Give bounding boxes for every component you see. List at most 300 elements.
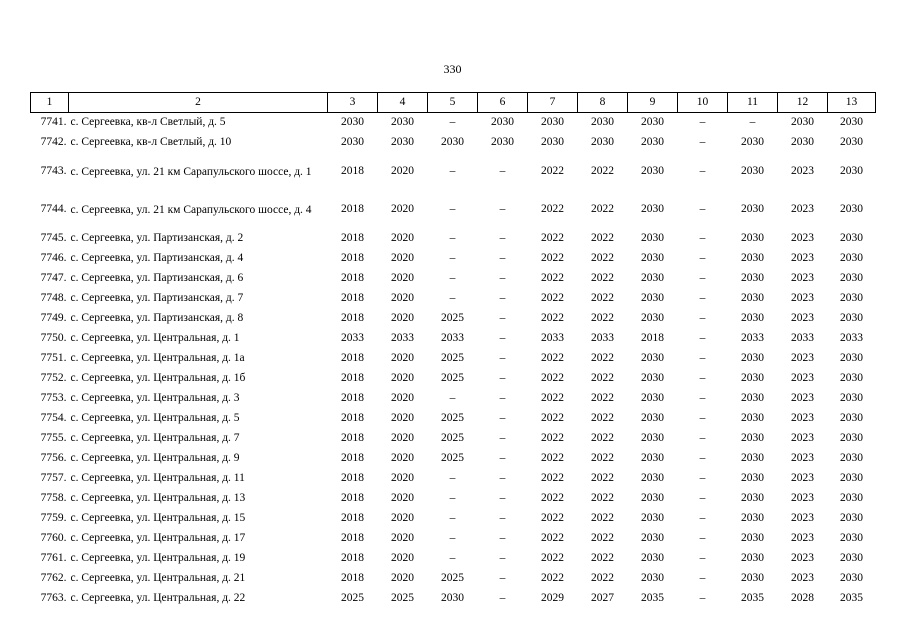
address-cell: с. Сергеевка, ул. Центральная, д. 22 (70, 592, 246, 605)
year-cell-col-7: 2022 (541, 372, 564, 385)
year-cell-col-13: 2030 (840, 372, 863, 385)
year-cell-col-6: – (499, 572, 506, 585)
year-cell-col-6: – (499, 252, 506, 265)
year-cell-col-4: 2030 (391, 136, 414, 149)
registry-table (30, 92, 876, 609)
year-cell-col-11: 2030 (741, 352, 764, 365)
year-cell-col-5: – (449, 232, 456, 245)
year-cell-col-7: 2029 (541, 592, 564, 605)
row-number: 7743. (40, 165, 67, 178)
year-cell-col-3: 2018 (341, 452, 364, 465)
year-cell-col-13: 2030 (840, 412, 863, 425)
year-cell-col-12: 2023 (791, 492, 814, 505)
row-number: 7760. (40, 532, 67, 545)
column-header-7: 7 (528, 93, 578, 113)
year-cell-col-11: 2033 (741, 332, 764, 345)
year-cell-col-5: – (449, 512, 456, 525)
year-cell-col-7: 2022 (541, 312, 564, 325)
year-cell-col-7: 2022 (541, 552, 564, 565)
address-cell: с. Сергеевка, ул. Центральная, д. 17 (70, 532, 246, 545)
table-row (31, 469, 876, 489)
year-cell-col-10: – (699, 165, 706, 178)
table-row (31, 569, 876, 589)
year-cell-col-5: 2025 (441, 572, 464, 585)
year-cell-col-8: 2022 (591, 532, 614, 545)
year-cell-col-10: – (699, 452, 706, 465)
year-cell-col-4: 2020 (391, 492, 414, 505)
table-row (31, 133, 876, 153)
year-cell-col-9: 2030 (641, 116, 664, 129)
year-cell-col-13: 2030 (840, 165, 863, 178)
address-cell: с. Сергеевка, ул. 21 км Сарапульского шоссе, д. 4 (70, 203, 312, 216)
year-cell-col-7: 2022 (541, 292, 564, 305)
year-cell-col-5: – (449, 552, 456, 565)
year-cell-col-10: – (699, 392, 706, 405)
year-cell-col-7: 2033 (541, 332, 564, 345)
year-cell-col-11: 2030 (741, 372, 764, 385)
year-cell-col-4: 2020 (391, 452, 414, 465)
year-cell-col-5: – (449, 165, 456, 178)
year-cell-col-9: 2030 (641, 572, 664, 585)
year-cell-col-12: 2023 (791, 512, 814, 525)
address-cell: с. Сергеевка, ул. Центральная, д. 3 (70, 392, 240, 405)
table-row (31, 349, 876, 369)
address-cell: с. Сергеевка, ул. Центральная, д. 1а (70, 352, 245, 365)
table-row (31, 389, 876, 409)
year-cell-col-8: 2022 (591, 372, 614, 385)
year-cell-col-5: – (449, 252, 456, 265)
year-cell-col-8: 2022 (591, 312, 614, 325)
address-cell: с. Сергеевка, ул. Центральная, д. 15 (70, 512, 246, 525)
year-cell-col-13: 2030 (840, 232, 863, 245)
year-cell-col-10: – (699, 136, 706, 149)
column-header-9: 9 (628, 93, 678, 113)
year-cell-col-10: – (699, 272, 706, 285)
row-number: 7759. (40, 512, 67, 525)
year-cell-col-11: – (749, 116, 756, 129)
year-cell-col-9: 2030 (641, 352, 664, 365)
year-cell-col-8: 2033 (591, 332, 614, 345)
year-cell-col-13: 2030 (840, 512, 863, 525)
year-cell-col-12: 2023 (791, 572, 814, 585)
year-cell-col-4: 2020 (391, 165, 414, 178)
year-cell-col-7: 2030 (541, 136, 564, 149)
table-row (31, 249, 876, 269)
year-cell-col-12: 2023 (791, 203, 814, 216)
year-cell-col-5: 2030 (441, 592, 464, 605)
year-cell-col-12: 2023 (791, 552, 814, 565)
year-cell-col-9: 2030 (641, 392, 664, 405)
row-number: 7748. (40, 292, 67, 305)
year-cell-col-7: 2022 (541, 512, 564, 525)
year-cell-col-3: 2018 (341, 165, 364, 178)
year-cell-col-8: 2022 (591, 452, 614, 465)
table-row (31, 191, 876, 229)
year-cell-col-3: 2018 (341, 292, 364, 305)
year-cell-col-8: 2022 (591, 552, 614, 565)
table-row (31, 229, 876, 249)
year-cell-col-5: – (449, 392, 456, 405)
year-cell-col-10: – (699, 572, 706, 585)
row-number: 7749. (40, 312, 67, 325)
column-header-2: 2 (69, 93, 328, 113)
year-cell-col-6: – (499, 452, 506, 465)
table-row (31, 529, 876, 549)
year-cell-col-4: 2020 (391, 272, 414, 285)
year-cell-col-6: – (499, 312, 506, 325)
year-cell-col-7: 2022 (541, 352, 564, 365)
year-cell-col-12: 2028 (791, 592, 814, 605)
year-cell-col-6: – (499, 272, 506, 285)
year-cell-col-4: 2020 (391, 372, 414, 385)
year-cell-col-10: – (699, 232, 706, 245)
year-cell-col-3: 2018 (341, 472, 364, 485)
year-cell-col-11: 2030 (741, 572, 764, 585)
year-cell-col-8: 2022 (591, 392, 614, 405)
year-cell-col-10: – (699, 512, 706, 525)
year-cell-col-8: 2027 (591, 592, 614, 605)
row-number: 7751. (40, 352, 67, 365)
column-header-11: 11 (728, 93, 778, 113)
year-cell-col-12: 2030 (791, 136, 814, 149)
row-number: 7746. (40, 252, 67, 265)
year-cell-col-13: 2033 (840, 332, 863, 345)
year-cell-col-4: 2030 (391, 116, 414, 129)
table-row (31, 429, 876, 449)
year-cell-col-13: 2030 (840, 472, 863, 485)
address-cell: с. Сергеевка, ул. Центральная, д. 13 (70, 492, 246, 505)
year-cell-col-9: 2030 (641, 312, 664, 325)
year-cell-col-11: 2030 (741, 512, 764, 525)
address-cell: с. Сергеевка, ул. Партизанская, д. 8 (70, 312, 244, 325)
year-cell-col-3: 2018 (341, 512, 364, 525)
year-cell-col-3: 2018 (341, 352, 364, 365)
year-cell-col-8: 2022 (591, 412, 614, 425)
address-cell: с. Сергеевка, ул. Центральная, д. 1 (70, 332, 240, 345)
year-cell-col-11: 2030 (741, 252, 764, 265)
row-number: 7755. (40, 432, 67, 445)
year-cell-col-13: 2030 (840, 552, 863, 565)
year-cell-col-4: 2020 (391, 472, 414, 485)
year-cell-col-4: 2020 (391, 532, 414, 545)
year-cell-col-4: 2020 (391, 352, 414, 365)
table-header (31, 93, 876, 113)
year-cell-col-6: – (499, 165, 506, 178)
year-cell-col-11: 2030 (741, 532, 764, 545)
year-cell-col-11: 2030 (741, 232, 764, 245)
year-cell-col-6: – (499, 232, 506, 245)
year-cell-col-4: 2020 (391, 432, 414, 445)
year-cell-col-3: 2030 (341, 136, 364, 149)
row-number: 7752. (40, 372, 67, 385)
table-row (31, 409, 876, 429)
year-cell-col-13: 2030 (840, 312, 863, 325)
year-cell-col-8: 2022 (591, 432, 614, 445)
year-cell-col-11: 2030 (741, 165, 764, 178)
year-cell-col-11: 2030 (741, 292, 764, 305)
year-cell-col-3: 2018 (341, 492, 364, 505)
year-cell-col-5: – (449, 472, 456, 485)
year-cell-col-6: – (499, 492, 506, 505)
column-header-3: 3 (328, 93, 378, 113)
row-number: 7761. (40, 552, 67, 565)
year-cell-col-11: 2030 (741, 136, 764, 149)
year-cell-col-11: 2030 (741, 452, 764, 465)
year-cell-col-12: 2023 (791, 392, 814, 405)
year-cell-col-13: 2030 (840, 492, 863, 505)
year-cell-col-3: 2018 (341, 203, 364, 216)
address-cell: с. Сергеевка, ул. Центральная, д. 5 (70, 412, 240, 425)
year-cell-col-4: 2033 (391, 332, 414, 345)
table-body (31, 113, 876, 610)
year-cell-col-4: 2020 (391, 203, 414, 216)
address-cell: с. Сергеевка, ул. Центральная, д. 7 (70, 432, 240, 445)
year-cell-col-6: – (499, 332, 506, 345)
year-cell-col-6: – (499, 472, 506, 485)
column-header-8: 8 (578, 93, 628, 113)
address-cell: с. Сергеевка, ул. Центральная, д. 19 (70, 552, 246, 565)
year-cell-col-13: 2030 (840, 272, 863, 285)
year-cell-col-8: 2022 (591, 352, 614, 365)
year-cell-col-3: 2018 (341, 572, 364, 585)
year-cell-col-6: – (499, 352, 506, 365)
year-cell-col-9: 2030 (641, 432, 664, 445)
year-cell-col-7: 2022 (541, 203, 564, 216)
row-number: 7763. (40, 592, 67, 605)
year-cell-col-8: 2022 (591, 492, 614, 505)
year-cell-col-3: 2018 (341, 552, 364, 565)
year-cell-col-11: 2030 (741, 472, 764, 485)
page-number: 330 (443, 62, 462, 76)
address-cell: с. Сергеевка, ул. Центральная, д. 11 (70, 472, 245, 485)
year-cell-col-10: – (699, 412, 706, 425)
year-cell-col-9: 2030 (641, 372, 664, 385)
table-row (31, 153, 876, 191)
year-cell-col-7: 2022 (541, 572, 564, 585)
year-cell-col-10: – (699, 552, 706, 565)
year-cell-col-13: 2030 (840, 352, 863, 365)
year-cell-col-7: 2022 (541, 432, 564, 445)
table-row (31, 269, 876, 289)
year-cell-col-13: 2030 (840, 392, 863, 405)
year-cell-col-10: – (699, 292, 706, 305)
year-cell-col-10: – (699, 372, 706, 385)
year-cell-col-5: – (449, 292, 456, 305)
year-cell-col-12: 2023 (791, 352, 814, 365)
table-row (31, 113, 876, 134)
table-row (31, 369, 876, 389)
year-cell-col-11: 2035 (741, 592, 764, 605)
year-cell-col-9: 2030 (641, 272, 664, 285)
year-cell-col-12: 2023 (791, 272, 814, 285)
year-cell-col-5: 2030 (441, 136, 464, 149)
year-cell-col-8: 2022 (591, 572, 614, 585)
year-cell-col-8: 2022 (591, 512, 614, 525)
year-cell-col-13: 2030 (840, 572, 863, 585)
year-cell-col-7: 2022 (541, 165, 564, 178)
year-cell-col-8: 2022 (591, 232, 614, 245)
year-cell-col-10: – (699, 116, 706, 129)
year-cell-col-10: – (699, 352, 706, 365)
year-cell-col-13: 2030 (840, 432, 863, 445)
year-cell-col-10: – (699, 532, 706, 545)
year-cell-col-12: 2023 (791, 292, 814, 305)
year-cell-col-4: 2020 (391, 232, 414, 245)
year-cell-col-9: 2035 (641, 592, 664, 605)
year-cell-col-5: 2025 (441, 412, 464, 425)
year-cell-col-9: 2030 (641, 532, 664, 545)
year-cell-col-13: 2035 (840, 592, 863, 605)
year-cell-col-8: 2022 (591, 252, 614, 265)
year-cell-col-6: 2030 (491, 136, 514, 149)
year-cell-col-12: 2023 (791, 472, 814, 485)
address-cell: с. Сергеевка, ул. Центральная, д. 21 (70, 572, 246, 585)
year-cell-col-12: 2023 (791, 432, 814, 445)
year-cell-col-11: 2030 (741, 412, 764, 425)
year-cell-col-5: – (449, 492, 456, 505)
year-cell-col-12: 2023 (791, 165, 814, 178)
year-cell-col-4: 2020 (391, 572, 414, 585)
column-header-4: 4 (378, 93, 428, 113)
year-cell-col-13: 2030 (840, 532, 863, 545)
year-cell-col-3: 2018 (341, 412, 364, 425)
year-cell-col-5: – (449, 532, 456, 545)
table-row (31, 289, 876, 309)
year-cell-col-11: 2030 (741, 432, 764, 445)
year-cell-col-10: – (699, 472, 706, 485)
year-cell-col-11: 2030 (741, 492, 764, 505)
year-cell-col-6: – (499, 432, 506, 445)
address-cell: с. Сергеевка, ул. Центральная, д. 1б (70, 372, 246, 385)
year-cell-col-5: 2025 (441, 432, 464, 445)
address-cell: с. Сергеевка, кв-л Светлый, д. 5 (70, 116, 226, 129)
year-cell-col-11: 2030 (741, 203, 764, 216)
column-header-5: 5 (428, 93, 478, 113)
column-header-12: 12 (778, 93, 828, 113)
year-cell-col-5: 2025 (441, 312, 464, 325)
row-number: 7756. (40, 452, 67, 465)
address-cell: с. Сергеевка, ул. Партизанская, д. 4 (70, 252, 244, 265)
year-cell-col-8: 2022 (591, 272, 614, 285)
row-number: 7754. (40, 412, 67, 425)
column-header-6: 6 (478, 93, 528, 113)
column-number-row (31, 93, 876, 113)
table-row (31, 509, 876, 529)
year-cell-col-4: 2020 (391, 552, 414, 565)
year-cell-col-3: 2018 (341, 392, 364, 405)
year-cell-col-7: 2022 (541, 252, 564, 265)
year-cell-col-5: 2025 (441, 352, 464, 365)
address-cell: с. Сергеевка, ул. Центральная, д. 9 (70, 452, 240, 465)
year-cell-col-4: 2020 (391, 392, 414, 405)
table-row (31, 329, 876, 349)
year-cell-col-5: – (449, 116, 456, 129)
address-cell: с. Сергеевка, ул. Партизанская, д. 2 (70, 232, 244, 245)
year-cell-col-3: 2018 (341, 232, 364, 245)
year-cell-col-12: 2023 (791, 532, 814, 545)
year-cell-col-13: 2030 (840, 116, 863, 129)
row-number: 7744. (40, 203, 67, 216)
year-cell-col-10: – (699, 312, 706, 325)
year-cell-col-12: 2023 (791, 252, 814, 265)
year-cell-col-7: 2022 (541, 412, 564, 425)
row-number: 7753. (40, 392, 67, 405)
year-cell-col-13: 2030 (840, 203, 863, 216)
year-cell-col-9: 2030 (641, 252, 664, 265)
year-cell-col-13: 2030 (840, 136, 863, 149)
table-row (31, 309, 876, 329)
year-cell-col-3: 2030 (341, 116, 364, 129)
year-cell-col-10: – (699, 492, 706, 505)
row-number: 7757. (40, 472, 67, 485)
year-cell-col-11: 2030 (741, 392, 764, 405)
address-cell: с. Сергеевка, ул. 21 км Сарапульского шоссе, д. 1 (70, 165, 312, 178)
year-cell-col-7: 2022 (541, 532, 564, 545)
year-cell-col-10: – (699, 592, 706, 605)
year-cell-col-13: 2030 (840, 252, 863, 265)
table-row (31, 589, 876, 609)
year-cell-col-3: 2018 (341, 312, 364, 325)
year-cell-col-7: 2022 (541, 452, 564, 465)
year-cell-col-8: 2022 (591, 472, 614, 485)
year-cell-col-9: 2030 (641, 136, 664, 149)
column-header-13: 13 (828, 93, 876, 113)
row-number: 7742. (40, 136, 67, 149)
year-cell-col-6: – (499, 392, 506, 405)
year-cell-col-10: – (699, 203, 706, 216)
year-cell-col-6: – (499, 292, 506, 305)
year-cell-col-9: 2030 (641, 552, 664, 565)
year-cell-col-5: 2025 (441, 452, 464, 465)
row-number: 7745. (40, 232, 67, 245)
table-row (31, 489, 876, 509)
year-cell-col-9: 2030 (641, 452, 664, 465)
year-cell-col-9: 2030 (641, 412, 664, 425)
year-cell-col-4: 2020 (391, 312, 414, 325)
address-cell: с. Сергеевка, ул. Партизанская, д. 7 (70, 292, 244, 305)
year-cell-col-8: 2030 (591, 136, 614, 149)
row-number: 7762. (40, 572, 67, 585)
year-cell-col-4: 2020 (391, 252, 414, 265)
year-cell-col-7: 2022 (541, 492, 564, 505)
row-number: 7741. (40, 116, 67, 129)
year-cell-col-12: 2023 (791, 452, 814, 465)
row-number: 7758. (40, 492, 67, 505)
year-cell-col-9: 2030 (641, 165, 664, 178)
year-cell-col-9: 2030 (641, 492, 664, 505)
year-cell-col-7: 2030 (541, 116, 564, 129)
column-header-1: 1 (31, 93, 69, 113)
year-cell-col-12: 2033 (791, 332, 814, 345)
year-cell-col-6: – (499, 592, 506, 605)
year-cell-col-12: 2023 (791, 412, 814, 425)
year-cell-col-8: 2022 (591, 203, 614, 216)
year-cell-col-10: – (699, 332, 706, 345)
year-cell-col-6: – (499, 372, 506, 385)
year-cell-col-5: 2025 (441, 372, 464, 385)
address-cell: с. Сергеевка, кв-л Светлый, д. 10 (70, 136, 232, 149)
year-cell-col-3: 2018 (341, 252, 364, 265)
year-cell-col-10: – (699, 252, 706, 265)
year-cell-col-8: 2030 (591, 116, 614, 129)
year-cell-col-9: 2030 (641, 203, 664, 216)
year-cell-col-4: 2020 (391, 412, 414, 425)
year-cell-col-4: 2025 (391, 592, 414, 605)
year-cell-col-11: 2030 (741, 552, 764, 565)
year-cell-col-12: 2023 (791, 372, 814, 385)
year-cell-col-9: 2030 (641, 472, 664, 485)
year-cell-col-13: 2030 (840, 292, 863, 305)
